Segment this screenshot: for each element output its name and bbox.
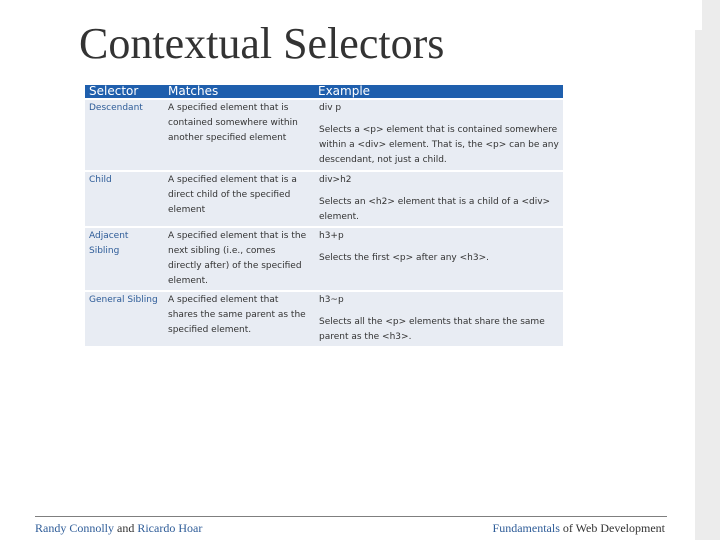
footer-divider — [35, 516, 667, 517]
selector-cell: Child — [85, 171, 164, 227]
example-code: div p — [319, 103, 342, 113]
author-link-hoar[interactable]: Ricardo Hoar — [137, 521, 203, 535]
selector-cell: General Sibling — [85, 291, 164, 346]
table-row — [85, 291, 563, 346]
example-cell — [314, 227, 563, 291]
example-code: h3~p — [319, 295, 344, 305]
selector-cell: Adjacent Sibling — [85, 227, 164, 291]
example-description: Selects all the <p> elements that share the same parent as the <h3>. — [319, 317, 545, 342]
slide-title: Contextual Selectors — [79, 19, 445, 68]
table-row — [85, 171, 563, 227]
header-selector: Selector — [85, 85, 164, 99]
selector-cell: Descendant — [85, 99, 164, 171]
table-header-row — [85, 85, 563, 99]
header-matches: Matches — [164, 85, 314, 99]
matches-cell: A specified element that is the next sibling (i.e., comes directly after) of the specified element. — [164, 227, 314, 291]
selectors-table — [85, 85, 563, 346]
matches-cell: A specified element that is contained somewhere within another specified element — [164, 99, 314, 171]
matches-cell: A specified element that shares the same parent as the specified element. — [164, 291, 314, 346]
example-cell — [314, 171, 563, 227]
example-code: div>h2 — [319, 175, 352, 185]
header-example: Example — [314, 85, 563, 99]
footer-authors — [35, 521, 202, 536]
example-code: h3+p — [319, 231, 344, 241]
example-description: Selects a <p> element that is contained somewhere within a <div> element. That is, the <p> can be any descendant, not just a child. — [319, 125, 559, 165]
footer-book-title — [493, 521, 665, 536]
footer-conjunction: and — [117, 521, 135, 535]
side-accent-bar — [695, 0, 720, 540]
example-cell — [314, 99, 563, 171]
book-title-rest: of Web Development — [562, 521, 665, 535]
matches-cell: A specified element that is a direct child of the specified element — [164, 171, 314, 227]
table-row — [85, 99, 563, 171]
example-cell — [314, 291, 563, 346]
book-title-link[interactable]: Fundamentals — [492, 521, 560, 535]
example-description: Selects an <h2> element that is a child of a <div> element. — [319, 197, 551, 222]
side-accent-notch — [695, 0, 702, 30]
table-row — [85, 227, 563, 291]
author-link-connolly[interactable]: Randy Connolly — [35, 521, 115, 535]
example-description: Selects the first <p> after any <h3>. — [319, 253, 489, 263]
